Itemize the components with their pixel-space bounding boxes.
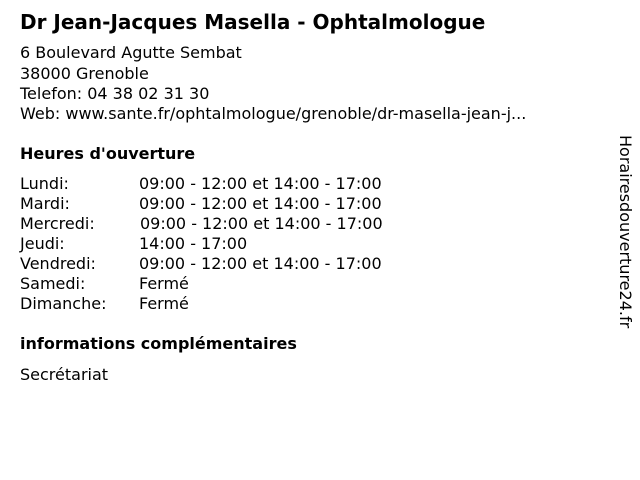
additional-info-text: Secrétariat — [20, 365, 109, 384]
day-hours: 09:00 - 12:00 et 14:00 - 17:00 — [139, 254, 382, 273]
additional-info-heading: informations complémentaires — [20, 334, 297, 353]
day-hours: 09:00 - 12:00 et 14:00 - 17:00 — [139, 194, 382, 213]
day-label: Lundi: — [20, 174, 69, 193]
day-label: Samedi: — [20, 274, 86, 293]
day-label: Jeudi: — [20, 234, 65, 253]
day-hours: 14:00 - 17:00 — [139, 234, 248, 253]
day-label: Vendredi: — [20, 254, 96, 273]
day-hours: Fermé — [139, 274, 189, 293]
page-title: Dr Jean-Jacques Masella - Ophtalmologue — [20, 10, 486, 34]
site-watermark — [615, 135, 635, 375]
day-label: Dimanche: — [20, 294, 107, 313]
address-street: 6 Boulevard Agutte Sembat — [20, 43, 242, 62]
day-hours: Fermé — [139, 294, 189, 313]
day-label: Mardi: — [20, 194, 70, 213]
address-city: 38000 Grenoble — [20, 64, 149, 83]
site-watermark-label: Horairesdouverture24.fr — [616, 135, 635, 329]
phone-number: Telefon: 04 38 02 31 30 — [20, 84, 210, 103]
website-link[interactable]: Web: www.sante.fr/ophtalmologue/grenoble/dr-masella-jean-j... — [20, 104, 527, 123]
day-label: Mercredi: — [20, 214, 95, 233]
day-hours: 09:00 - 12:00 et 14:00 - 17:00 — [139, 174, 382, 193]
day-hours: 09:00 - 12:00 et 14:00 - 17:00 — [140, 214, 383, 233]
opening-hours-heading: Heures d'ouverture — [20, 144, 196, 163]
